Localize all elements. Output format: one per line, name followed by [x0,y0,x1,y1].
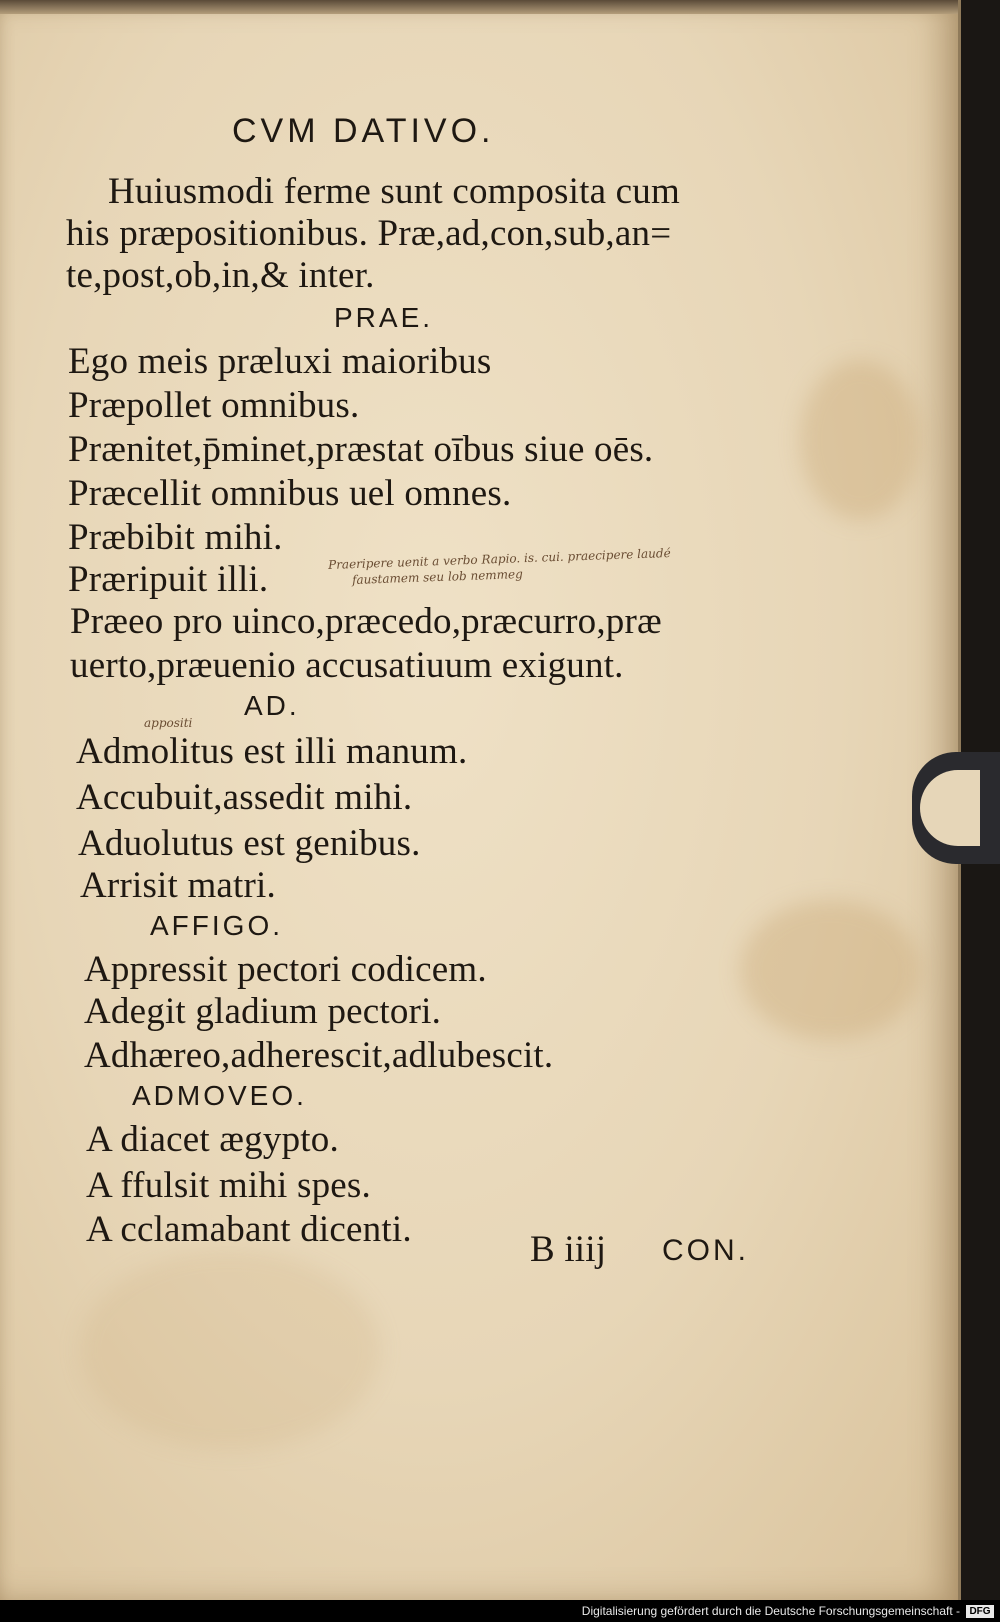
text-line: Ego meis præluxi maioribus [68,341,492,382]
text-line: uerto,præuenio accusatiuum exigunt. [70,645,624,686]
page-clip-opening [920,770,980,846]
text-line: Præcellit omnibus uel omnes. [68,473,512,514]
text-line: Adegit gladium pectori. [84,991,442,1032]
text-line: A cclamabant dicenti. [86,1209,412,1250]
interlinear-note: appositi [144,716,193,730]
text-line: te,post,ob,in,& inter. [66,255,375,296]
text-line: Arrisit matri. [80,865,276,906]
text-line: Præeo pro uinco,præcedo,præcurro,præ [70,601,662,642]
dfg-logo: DFG [966,1605,994,1618]
text-line: Admolitus est illi manum. [76,731,468,772]
text-line: Præpollet omnibus. [68,385,360,426]
text-line: Prænitet,p̄minet,præstat oībus siue oēs. [68,429,654,470]
stain [80,1250,380,1450]
section-heading: AD. [244,690,300,721]
text-line: Accubuit,assedit mihi. [76,777,413,818]
text-line: A diacet ægypto. [86,1119,339,1160]
marginal-note: Praeripere uenit a verbo Rapio. is. cui. praecipere laudé [327,546,671,572]
text-line: Adhæreo,adherescit,adlubescit. [84,1035,554,1076]
signature-mark: B iiij [530,1229,607,1270]
section-heading: AFFIGO. [150,910,283,941]
running-head: CVM DATIVO. [232,112,495,150]
footer-bar [0,1600,1000,1622]
section-heading: PRAE. [334,302,434,333]
stain [740,900,920,1040]
page-edge [0,0,958,14]
page-clip [912,752,1000,864]
text-line: Aduolutus est genibus. [78,823,421,864]
text-line: Præbibit mihi. [68,517,283,558]
section-heading: ADMOVEO. [132,1080,307,1111]
catchword: CON. [662,1234,749,1267]
text-line: his præpositionibus. Præ,ad,con,sub,an= [66,213,672,254]
text-line: A ffulsit mihi spes. [86,1165,371,1206]
footer-credit: Digitalisierung gefördert durch die Deutsche Forschungsgemeinschaft - [581,1604,960,1618]
marginal-note: faustamem seu lob nemmeg [351,567,524,587]
text-line: Huiusmodi ferme sunt composita cum [108,171,680,212]
stain [800,360,920,520]
text-line: Præripuit illi. [68,559,269,600]
text-line: Appressit pectori codicem. [84,949,487,990]
